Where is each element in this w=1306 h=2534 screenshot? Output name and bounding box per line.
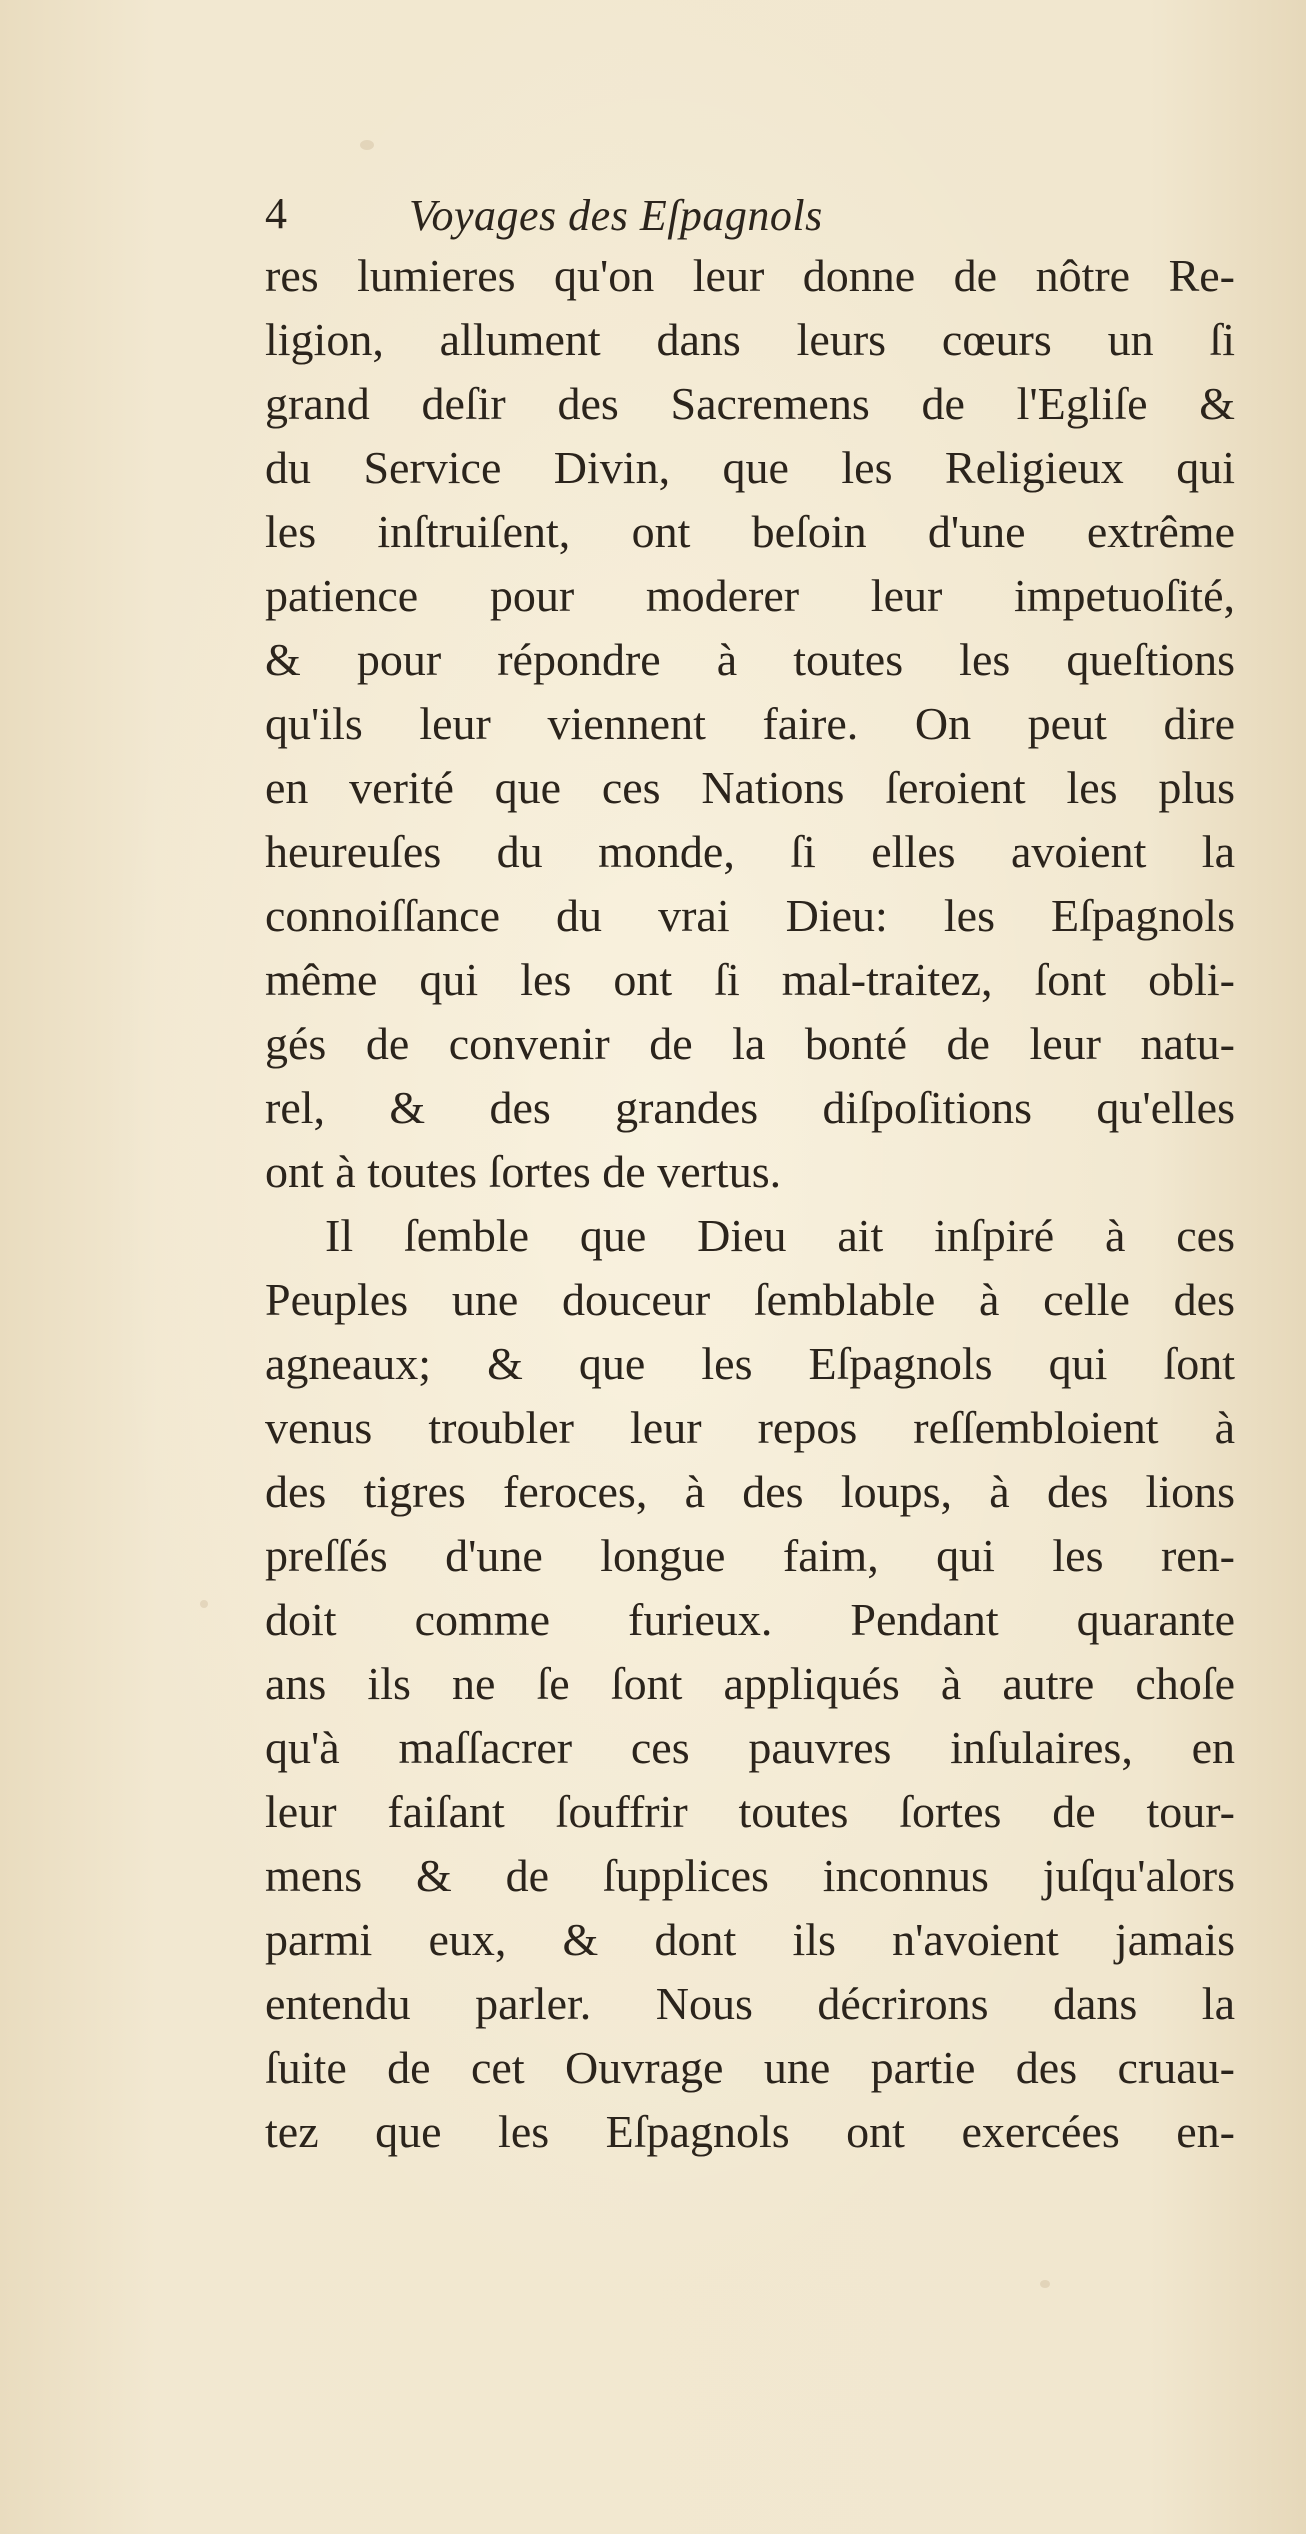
- text-line: agneaux; & que les Eſpagnols qui ſont: [265, 1338, 1235, 1389]
- text-line: mens & de ſupplices inconnus juſqu'alors: [265, 1850, 1235, 1901]
- page-number: 4: [265, 189, 287, 238]
- text-line: heureuſes du monde, ſi elles avoient la: [265, 826, 1235, 877]
- text-line: venus troubler leur repos reſſembloient à: [265, 1402, 1235, 1453]
- text-line: preſſés d'une longue faim, qui les ren-: [265, 1530, 1235, 1581]
- text-line: en verité que ces Nations ſeroient les plus: [265, 762, 1235, 813]
- running-header: [265, 188, 1065, 248]
- text-line: les inſtruiſent, ont beſoin d'une extrême: [265, 506, 1235, 557]
- text-line: qu'à maſſacrer ces pauvres inſulaires, en: [265, 1722, 1235, 1773]
- text-line: res lumieres qu'on leur donne de nôtre Re-: [265, 250, 1235, 301]
- text-line: connoiſſance du vrai Dieu: les Eſpagnols: [265, 890, 1235, 941]
- text-line: leur faiſant ſouffrir toutes ſortes de tour-: [265, 1786, 1235, 1837]
- text-line: parmi eux, & dont ils n'avoient jamais: [265, 1914, 1235, 1965]
- text-line: ſuite de cet Ouvrage une partie des cruau-: [265, 2042, 1235, 2093]
- text-line: entendu parler. Nous décrirons dans la: [265, 1978, 1235, 2029]
- text-line: rel, & des grandes diſpoſitions qu'elles: [265, 1082, 1235, 1133]
- text-line: ont à toutes ſortes de vertus.: [265, 1146, 782, 1197]
- paper-stain: [360, 140, 374, 150]
- text-line: qu'ils leur viennent faire. On peut dire: [265, 698, 1235, 749]
- text-line: tez que les Eſpagnols ont exercées en-: [265, 2106, 1235, 2157]
- text-line: doit comme furieux. Pendant quarante: [265, 1594, 1235, 1645]
- text-line: ans ils ne ſe ſont appliqués à autre choſe: [265, 1658, 1235, 1709]
- text-line: patience pour moderer leur impetuoſité,: [265, 570, 1235, 621]
- text-line: même qui les ont ſi mal-traitez, ſont obli-: [265, 954, 1235, 1005]
- paper-stain: [1040, 2280, 1050, 2288]
- running-title: Voyages des Eſpagnols: [409, 191, 823, 240]
- paper-stain: [200, 1600, 208, 1608]
- text-line: grand deſir des Sacremens de l'Egliſe &: [265, 378, 1235, 429]
- text-line: du Service Divin, que les Religieux qui: [265, 442, 1235, 493]
- text-line: Il ſemble que Dieu ait inſpiré à ces: [325, 1210, 1235, 1261]
- text-line: gés de convenir de la bonté de leur natu-: [265, 1018, 1235, 1069]
- text-line: & pour répondre à toutes les queſtions: [265, 634, 1235, 685]
- text-line: des tigres feroces, à des loups, à des lions: [265, 1466, 1235, 1517]
- body-text: [265, 244, 1235, 2244]
- text-line: Peuples une douceur ſemblable à celle des: [265, 1274, 1235, 1325]
- text-line: ligion, allument dans leurs cœurs un ſi: [265, 314, 1235, 365]
